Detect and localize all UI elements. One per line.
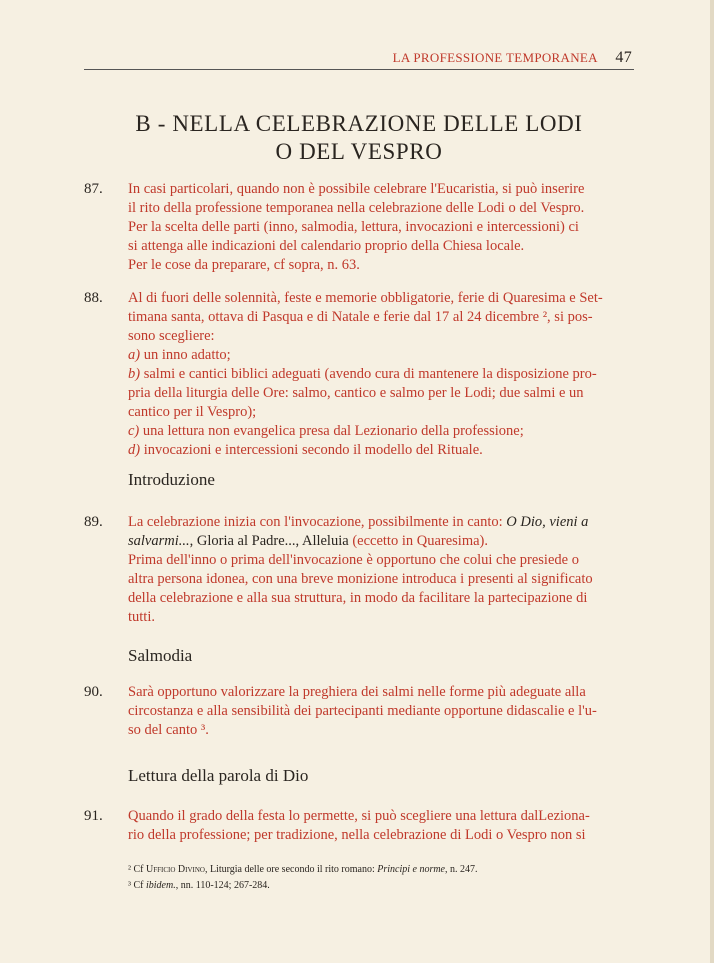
text-line: Sarà opportuno valorizzare la preghiera dei salmi nelle forme più adeguate alla bbox=[128, 684, 586, 700]
text-line: Per la scelta delle parti (inno, salmodia, lettura, invocazioni e intercessioni) ci bbox=[128, 219, 579, 235]
text-line: altra persona idonea, con una breve monizione introduca i presenti al significato bbox=[128, 571, 593, 587]
list-letter: a) bbox=[128, 347, 141, 363]
text-line: timana santa, ottava di Pasqua e di Natale e ferie dal 17 al 24 dicembre ², si pos- bbox=[128, 309, 593, 325]
heading-lettura: Lettura della parola di Dio bbox=[128, 766, 309, 785]
footnote-text: , Liturgia delle ore secondo il rito romano: bbox=[204, 864, 378, 875]
footnote-2 bbox=[128, 862, 478, 878]
text-line bbox=[128, 513, 638, 532]
text-line: In casi particolari, quando non è possibile celebrare l'Eucaristia, si può inserire bbox=[128, 181, 585, 197]
list-text: salmi e cantici biblici adeguati (avendo cura di mantenere la disposizione pro- bbox=[140, 366, 597, 382]
text-line: Quando il grado della festa lo permette, si può scegliere una lettura dalLeziona- bbox=[128, 808, 590, 824]
running-head bbox=[84, 49, 632, 69]
text-line: pria della liturgia delle Ore: salmo, cantico e salmo per le Lodi; due salmi e un bbox=[128, 385, 584, 401]
text-line: so del canto ³. bbox=[128, 722, 209, 738]
heading-salmodia: Salmodia bbox=[128, 646, 193, 665]
header-rule bbox=[84, 69, 634, 70]
heading-introduzione: Introduzione bbox=[128, 470, 215, 489]
text-line: circostanza e alla sensibilità dei partecipanti mediante opportune didascalie e l'u- bbox=[128, 703, 597, 719]
footnote-italic: Principi e norme bbox=[377, 864, 445, 875]
footnote-author: Ufficio Divino bbox=[146, 864, 205, 875]
list-letter: c) bbox=[128, 423, 140, 439]
paragraph-text bbox=[128, 513, 638, 627]
text-line: della celebrazione e alla sua struttura, in modo da facilitare la partecipazione di bbox=[128, 590, 588, 606]
list-item-b bbox=[128, 365, 638, 384]
footnote-text: Cf bbox=[131, 880, 146, 891]
footnote-text: Cf bbox=[131, 864, 146, 875]
text-run: La celebrazione inizia con l'invocazione, possibilmente in canto: bbox=[128, 514, 507, 530]
footnote-italic: ibidem. bbox=[146, 880, 176, 891]
footnote-text: , n. 247. bbox=[445, 864, 478, 875]
paragraph-text bbox=[128, 683, 638, 740]
paragraph-text bbox=[128, 289, 638, 460]
page-edge bbox=[710, 0, 714, 963]
paragraph-number: 89. bbox=[84, 514, 103, 530]
text-run-italic: salvarmi... bbox=[128, 533, 190, 549]
footnotes bbox=[128, 862, 478, 894]
text-run-italic: O Dio, vieni a bbox=[506, 514, 589, 530]
footnote-3 bbox=[128, 878, 478, 894]
footnote-text: , nn. 110-124; 267-284. bbox=[175, 880, 270, 891]
section-title bbox=[84, 110, 634, 166]
list-letter: d) bbox=[128, 442, 141, 458]
list-item-a bbox=[128, 346, 638, 365]
text-line: tutti. bbox=[128, 609, 155, 625]
text-line: Al di fuori delle solennità, feste e memorie obbligatorie, ferie di Quaresima e Set- bbox=[128, 290, 603, 306]
section-title-line-2: O DEL VESPRO bbox=[275, 139, 443, 164]
text-line: cantico per il Vespro); bbox=[128, 404, 257, 420]
paragraph-text bbox=[128, 807, 638, 845]
paragraph-number: 88. bbox=[84, 290, 103, 306]
text-line: sono scegliere: bbox=[128, 328, 215, 344]
list-item-d bbox=[128, 441, 638, 460]
list-letter: b) bbox=[128, 366, 141, 382]
section-title-line-1: B - NELLA CELEBRAZIONE DELLE LODI bbox=[135, 111, 583, 136]
list-text: un inno adatto; bbox=[140, 347, 231, 363]
text-line: il rito della professione temporanea nella celebrazione delle Lodi o del Vespro. bbox=[128, 200, 585, 216]
footnote-mark: ² bbox=[128, 864, 131, 875]
text-line: Per le cose da preparare, cf sopra, n. 63. bbox=[128, 257, 360, 273]
paragraph-text bbox=[128, 180, 638, 275]
list-text: una lettura non evangelica presa dal Lezionario della professione; bbox=[139, 423, 524, 439]
paragraph-number: 91. bbox=[84, 808, 103, 824]
list-item-c bbox=[128, 422, 638, 441]
text-run: , Gloria al Padre..., Alleluia bbox=[189, 533, 353, 549]
text-line: si attenga alle indicazioni del calendario proprio della Chiesa locale. bbox=[128, 238, 525, 254]
page-number: 47 bbox=[615, 49, 632, 66]
running-head-title: LA PROFESSIONE TEMPORANEA bbox=[392, 50, 598, 65]
paragraph-number: 90. bbox=[84, 684, 103, 700]
text-line: rio della professione; per tradizione, nella celebrazione di Lodi o Vespro non si bbox=[128, 827, 586, 843]
paragraph-number: 87. bbox=[84, 181, 103, 197]
text-line bbox=[128, 532, 638, 551]
text-line: Prima dell'inno o prima dell'invocazione è opportuno che colui che presiede o bbox=[128, 552, 579, 568]
list-text: invocazioni e intercessioni secondo il modello del Rituale. bbox=[140, 442, 483, 458]
text-run: (eccetto in Quaresima). bbox=[352, 533, 488, 549]
footnote-mark: ³ bbox=[128, 880, 131, 891]
